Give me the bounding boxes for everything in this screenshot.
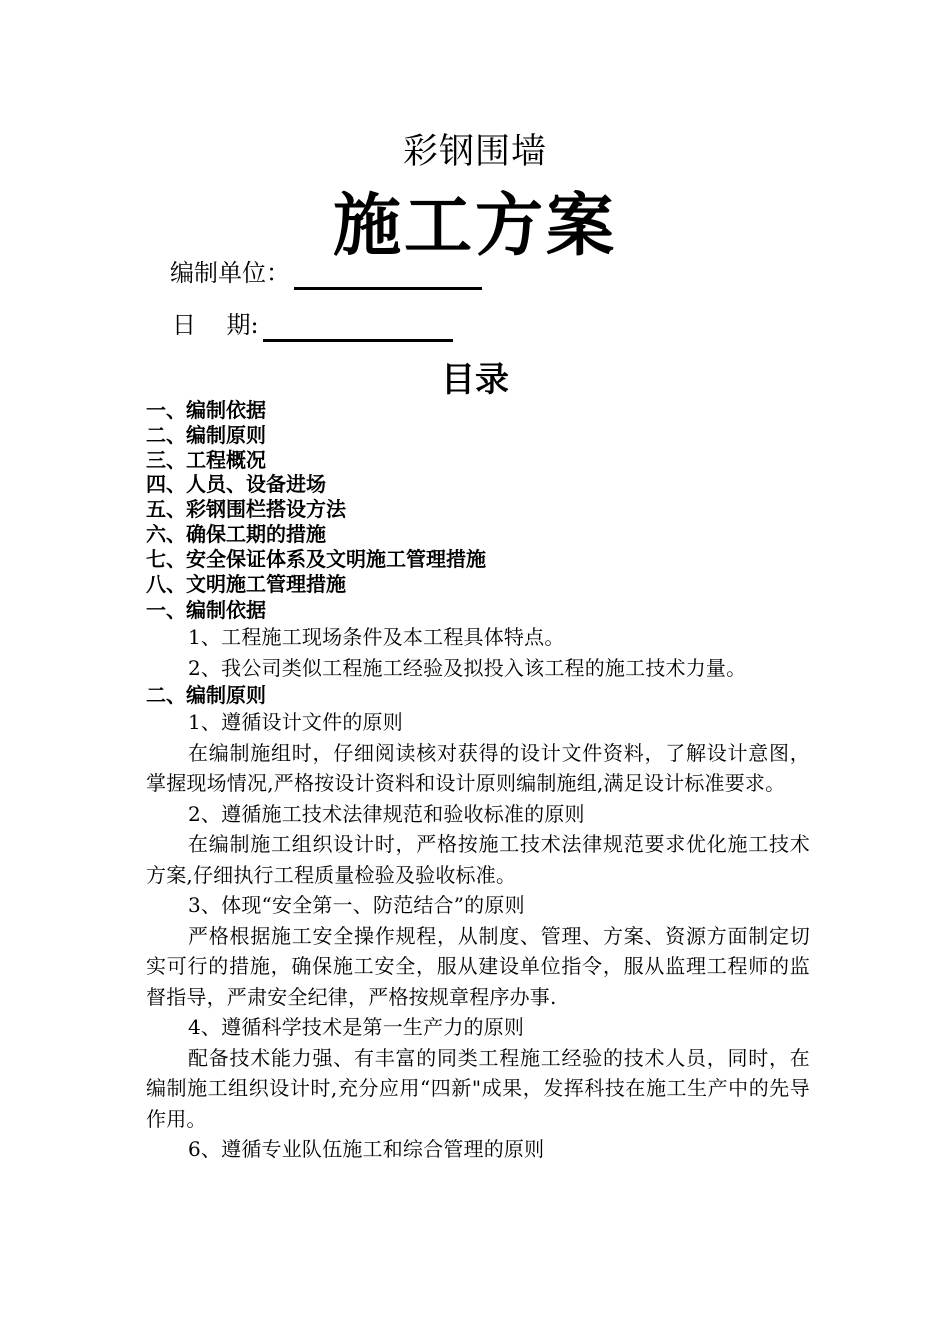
date-row [172,308,453,342]
compiling-unit-label: 编制单位： [170,259,290,287]
toc-item: 五、彩钢围栏搭设方法 [146,497,346,522]
paragraph: 1、遵循设计文件的原则 [188,710,403,734]
toc-title: 目录 [441,360,509,400]
paragraph: 在编制施工组织设计时，严格按施工技术法律规范要求优化施工技术方案,仔细执行工程质量检验及验收标准。 [146,832,810,887]
toc-item: 四、人员、设备进场 [146,472,326,497]
section-heading: 一、编制依据 [146,598,266,622]
paragraph: 6、遵循专业队伍施工和综合管理的原则 [188,1137,545,1161]
paragraph: 3、体现“安全第一、防范结合”的原则 [188,893,525,917]
toc-item: 三、工程概况 [146,447,266,472]
paragraph: 在编制施组时，仔细阅读核对获得的设计文件资料，了解设计意图，掌握现场情况,严格按设计资料和设计原则编制施组,满足设计标准要求。 [146,740,810,795]
paragraph: 2、遵循施工技术法律规范和验收标准的原则 [188,801,585,826]
date-label: 日 期: [172,311,259,339]
paragraph: 4、遵循科学技术是第一生产力的原则 [188,1015,525,1039]
toc-item: 二、编制原则 [146,422,266,447]
date-blank-line [263,313,453,342]
compiling-unit-blank-line [294,261,482,290]
document-subtitle: 彩钢围墙 [402,132,547,172]
toc-item: 八、文明施工管理措施 [146,571,346,596]
paragraph: 配备技术能力强、有丰富的同类工程施工经验的技术人员，同时，在编制施工组织设计时,充分应用“四新"成果，发挥科技在施工生产中的先导作用。 [146,1045,810,1131]
paragraph: 2、我公司类似工程施工经验及拟投入该工程的施工技术力量。 [188,655,747,680]
paragraph: 严格根据施工安全操作规程，从制度、管理、方案、资源方面制定切实可行的措施，确保施工安全，服从建设单位指令，服从监理工程师的监督指导，严肃安全纪律，严格按规章程序办事. [146,923,810,1009]
document-body [146,598,810,1165]
toc-item: 一、编制依据 [146,398,266,422]
toc-item: 六、确保工期的措施 [146,521,326,546]
document-title: 施工方案 [332,186,617,266]
section-heading: 二、编制原则 [146,683,266,707]
paragraph: 1、工程施工现场条件及本工程具体特点。 [188,625,565,649]
table-of-contents [146,398,486,596]
toc-item: 七、安全保证体系及文明施工管理措施 [146,546,486,571]
compiling-unit-row [170,256,482,290]
